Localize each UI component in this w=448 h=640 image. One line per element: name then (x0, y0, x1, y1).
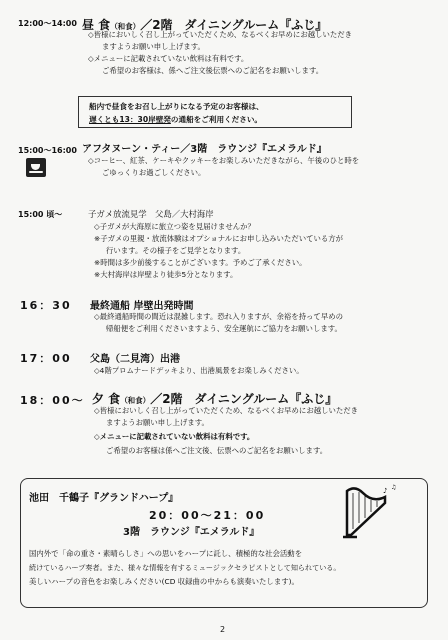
lunch-title-rest: ／2階 ダイニングルーム『ふじ』 (140, 18, 328, 32)
harp-time: 20：00～21：00 (149, 509, 266, 522)
harp-performer: 池田 千鶴子『グランドハープ』 (29, 493, 179, 504)
harp-concert-box (20, 478, 428, 608)
turtle-time: 15:00 頃～ (18, 210, 63, 219)
notice-deadline: 遅くとも13：30岸壁発 (89, 115, 171, 124)
harp-line-1: 国内外で「命の重さ・素晴らしさ」への思いをハープに託し、積極的な社会活動を (29, 549, 303, 558)
lunch-time: 12:00～14:00 (18, 19, 77, 28)
last-boat-time: 16：30 (20, 299, 72, 312)
lunch-line-4: ご希望のお客様は、係へご注文後伝票へのご記名をお願いします。 (102, 66, 324, 75)
notice-line-2 (89, 114, 262, 125)
page-number: 2 (220, 625, 226, 634)
harp-venue: 3階 ラウンジ『エメラルド』 (123, 527, 260, 538)
dinner-title (92, 388, 337, 407)
last-boat-title: 最終通船 岸壁出発時間 (90, 301, 194, 312)
last-boat-line-2: 帰船便をご利用くださいますよう、安全運航にご協力をお願いします。 (106, 324, 342, 333)
dinner-title-rest: ／2階 ダイニングルーム『ふじ』 (150, 392, 338, 406)
lunch-line-1: ◇皆様においしく召し上がっていただくため、なるべくお早めにお越しいただき (88, 30, 353, 39)
notice-line-1: 船内で昼食をお召し上がりになる予定のお客様は、 (89, 102, 264, 111)
turtle-line-4: ※時間は多少前後することがございます。予めご了承ください。 (94, 258, 307, 267)
dinner-line-1: ◇皆様においしく召し上がっていただくため、なるべくお早めにお越しいただき (94, 406, 359, 415)
lunch-notice-box (78, 96, 352, 128)
lunch-title-sub: （和食） (110, 22, 141, 31)
harp-line-2: 続けているハープ奏者。また、様々な情報を有するミュージックセラピストとして知られている。 (29, 563, 341, 572)
tea-line-2: ごゆっくりお過ごしください。 (102, 168, 206, 177)
tea-line-1: ◇コーヒー、紅茶、ケーキやクッキーをお楽しみいただきながら、午後のひと時を (88, 156, 360, 165)
turtle-line-5: ※大村海岸は岸壁より徒歩5分となります。 (94, 270, 238, 279)
last-boat-line-1: ◇最終通船時間の間近は混雑します。恐れ入りますが、余裕を持って早めの (94, 312, 343, 321)
turtle-title: 子ガメ放流見学 父島／大村海岸 (88, 209, 214, 219)
dinner-title-main: 夕 食 (92, 392, 121, 406)
tea-time: 15:00～16:00 (18, 146, 77, 155)
svg-text:♪: ♪ (383, 487, 388, 495)
turtle-line-1: ◇子ガメが大海原に旅立つ姿を見届けませんか？ (94, 222, 255, 231)
dinner-time: 18：00～ (20, 394, 85, 407)
teacup-icon (26, 158, 46, 177)
lunch-title-main: 昼 食 (82, 18, 111, 32)
tea-title: アフタヌーン・ティー／3階 ラウンジ『エメラルド』 (82, 144, 327, 155)
svg-text:♫: ♫ (391, 484, 397, 491)
turtle-line-3: 行います。その様子をご見学となります。 (106, 246, 246, 255)
dinner-line-3: ◇メニューに記載されていない飲料は有料です。 (94, 432, 255, 441)
turtle-line-2: ※子ガメの里親・放流体験はオプショナルにお申し込みいただいている方が (94, 234, 344, 243)
departure-title: 父島（二見湾）出港 (90, 354, 180, 365)
notice-line-2-rest: の通船をご利用ください。 (170, 115, 263, 124)
departure-line-1: ◇4階プロムナードデッキより、出港風景をお楽しみください。 (94, 366, 304, 375)
dinner-line-4: ご希望のお客様は係へご注文後、伝票へのご記名をお願いします。 (106, 446, 328, 455)
harp-icon (337, 483, 399, 541)
lunch-line-2: ますようお願い申し上げます。 (102, 42, 205, 51)
lunch-line-3: ◇メニューに記載されていない飲料は有料です。 (88, 54, 249, 63)
dinner-title-sub: （和食） (120, 396, 151, 405)
dinner-line-2: ますようお願い申し上げます。 (106, 418, 209, 427)
departure-time: 17：00 (20, 352, 72, 365)
harp-line-3: 美しいハープの音色をお楽しみください(CD 収録曲の中からも演奏いたします)。 (29, 577, 299, 586)
